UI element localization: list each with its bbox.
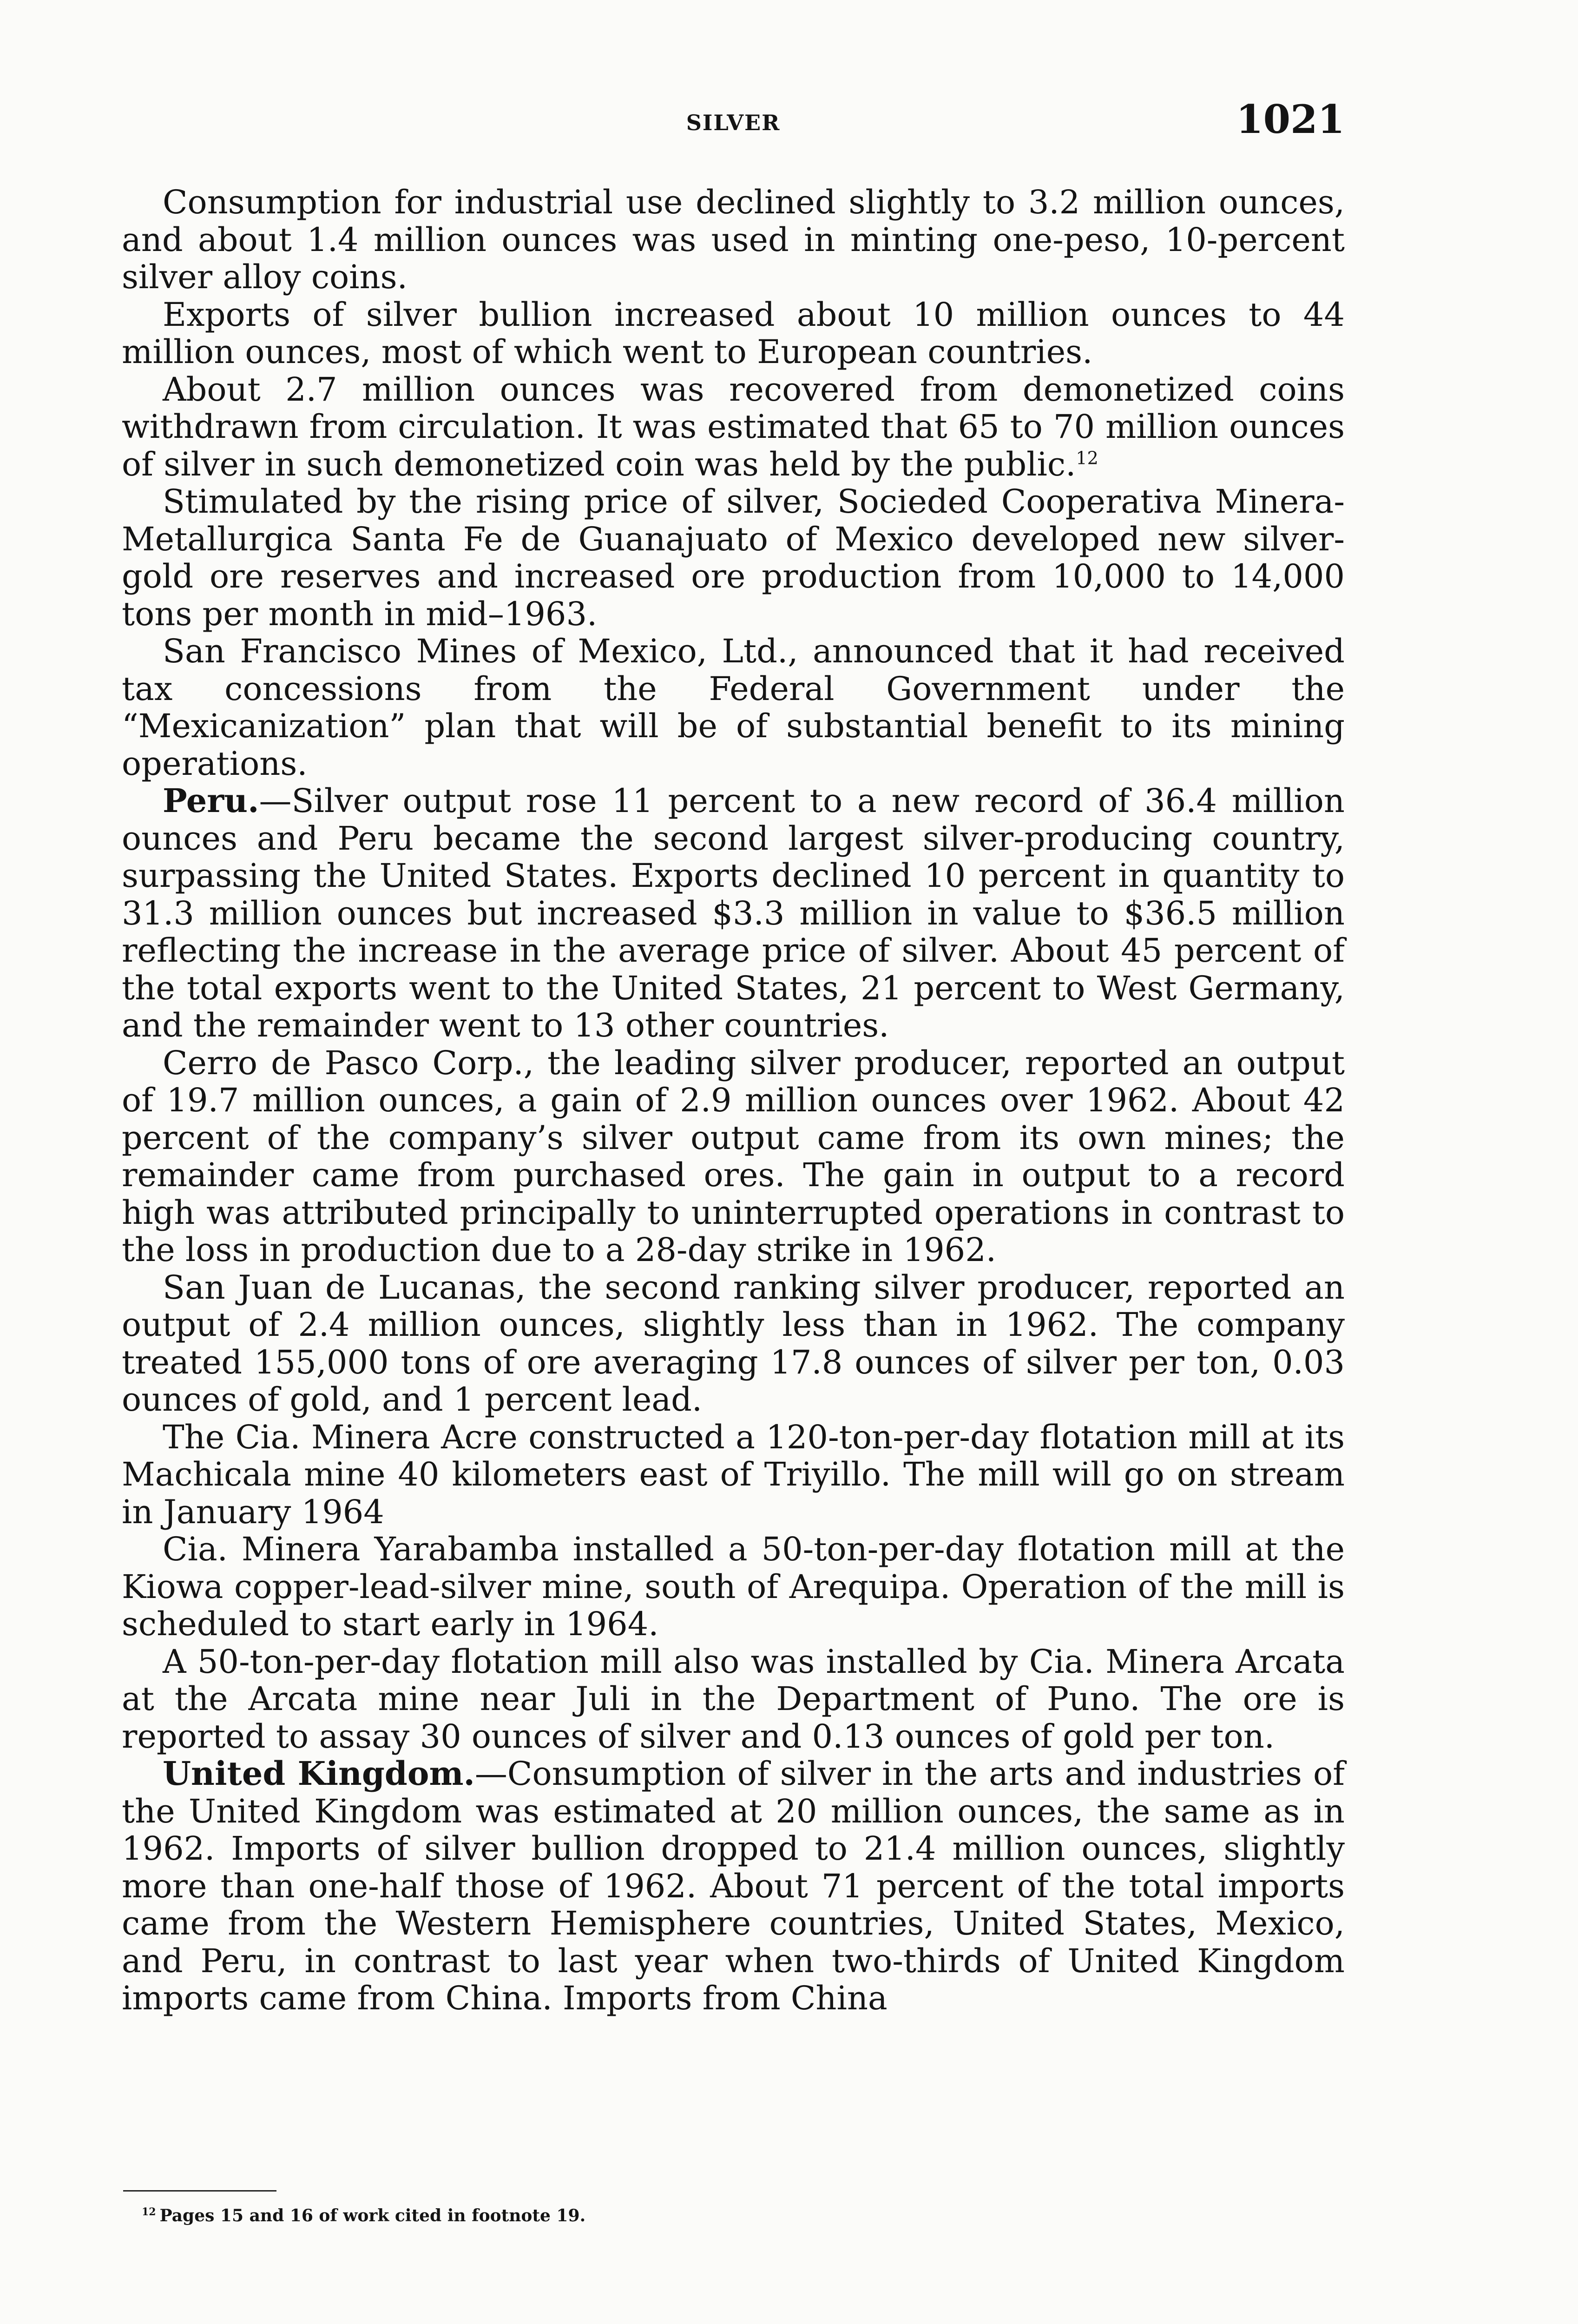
paragraph (122, 296, 1345, 371)
footnote (142, 2205, 585, 2226)
paragraph-united-kingdom (122, 1755, 1345, 2017)
paragraph-text: Stimulated by the rising price of silver, Socieded Cooperativa Minera-Metallurgica Santa Fe de Guanajuato of Mexico developed new silver-gold ore reserves and increased ore production from 10,000 to 14,000 tons per month in mid–1963. (122, 482, 1345, 633)
page-header (122, 96, 1345, 151)
paragraph (122, 1044, 1345, 1269)
paragraph-text: —Silver output rose 11 percent to a new record of 36.4 million ounces and Peru became the second largest silver-producing country, surpassing the United States. Exports declined 10 percent in quantity to 31.3 million ounces but increased $3.3 million in value to $36.5 million reflecting the increase in the average price of silver. About 45 percent of the total exports went to the United States, 21 percent to West Germany, and the remainder went to 13 other countries. (122, 782, 1345, 1044)
paragraph-text: Consumption for industrial use declined slightly to 3.2 million ounces, and about 1.4 million ounces was used in minting one-peso, 10-percent silver alloy coins. (122, 183, 1345, 296)
paragraph-text: Cia. Minera Yarabamba installed a 50-ton-per-day flotation mill at the Kiowa copper-lead-silver mine, south of Arequipa. Operation of the mill is scheduled to start early in 1964. (122, 1530, 1345, 1643)
paragraph (122, 1531, 1345, 1643)
page-number: 1021 (1236, 96, 1345, 142)
paragraph (122, 1419, 1345, 1531)
paragraph (122, 371, 1345, 483)
paragraph (122, 1643, 1345, 1756)
paragraph-text: San Juan de Lucanas, the second ranking silver producer, reported an output of 2.4 million ounces, slightly less than in 1962. The company treated 155,000 tons of ore averaging 17.8 ounces of silver per ton, 0.03 ounces of gold, and 1 percent lead. (122, 1268, 1345, 1419)
paragraph-text: Cerro de Pasco Corp., the leading silver producer, reported an output of 19.7 million ounces, a gain of 2.9 million ounces over 1962. About 42 percent of the company’s silver output came from its own mines; the remainder came from purchased ores. The gain in output to a record high was attributed principally to uninterrupted operations in contrast to the loss in production due to a 28-day strike in 1962. (122, 1043, 1345, 1269)
paragraph-text: Exports of silver bullion increased about 10 million ounces to 44 million ounces, most of which went to European countries. (122, 295, 1345, 371)
paragraph-text: A 50-ton-per-day flotation mill also was installed by Cia. Minera Arcata at the Arcata mine near Juli in the Department of Puno. The ore is reported to assay 30 ounces of silver and 0.13 ounces of gold per ton. (122, 1642, 1345, 1756)
paragraph-text: San Francisco Mines of Mexico, Ltd., announced that it had received tax concessions from the Federal Government under the “Mexicanization” plan that will be of substantial benefit to its mining operations. (122, 632, 1345, 783)
section-lead-united-kingdom: United Kingdom. (163, 1754, 475, 1793)
paragraph-text: —Consumption of silver in the arts and industries of the United Kingdom was estimated at 20 million ounces, the same as in 1962. Imports of silver bullion dropped to 21.4 million ounces, slightly more than one-half those of 1962. About 71 percent of the total imports came from the Western Hemisphere countries, United States, Mexico, and Peru, in contrast to last year when two-thirds of United Kingdom imports came from China. Imports from China (122, 1755, 1345, 2017)
footnote-reference: 12 (1076, 448, 1098, 469)
paragraph-peru (122, 782, 1345, 1044)
running-title: SILVER (686, 110, 781, 135)
paragraph-text: About 2.7 million ounces was recovered from demonetized coins withdrawn from circulation. It was estimated that 65 to 70 million ounces of silver in such demonetized coin was held by the public. (122, 370, 1345, 483)
paragraph (122, 633, 1345, 782)
body-text (122, 184, 1345, 2017)
footnote-text: Pages 15 and 16 of work cited in footnote 19. (159, 2206, 586, 2225)
paragraph-text: The Cia. Minera Acre constructed a 120-ton-per-day flotation mill at its Machicala mine 40 kilometers east of Triyillo. The mill will go on stream in January 1964 (122, 1418, 1345, 1531)
footnote-mark: 12 (142, 2206, 156, 2218)
paragraph (122, 483, 1345, 633)
section-lead-peru: Peru. (163, 781, 259, 820)
paragraph (122, 184, 1345, 296)
footnote-divider (123, 2190, 276, 2192)
paragraph (122, 1269, 1345, 1419)
